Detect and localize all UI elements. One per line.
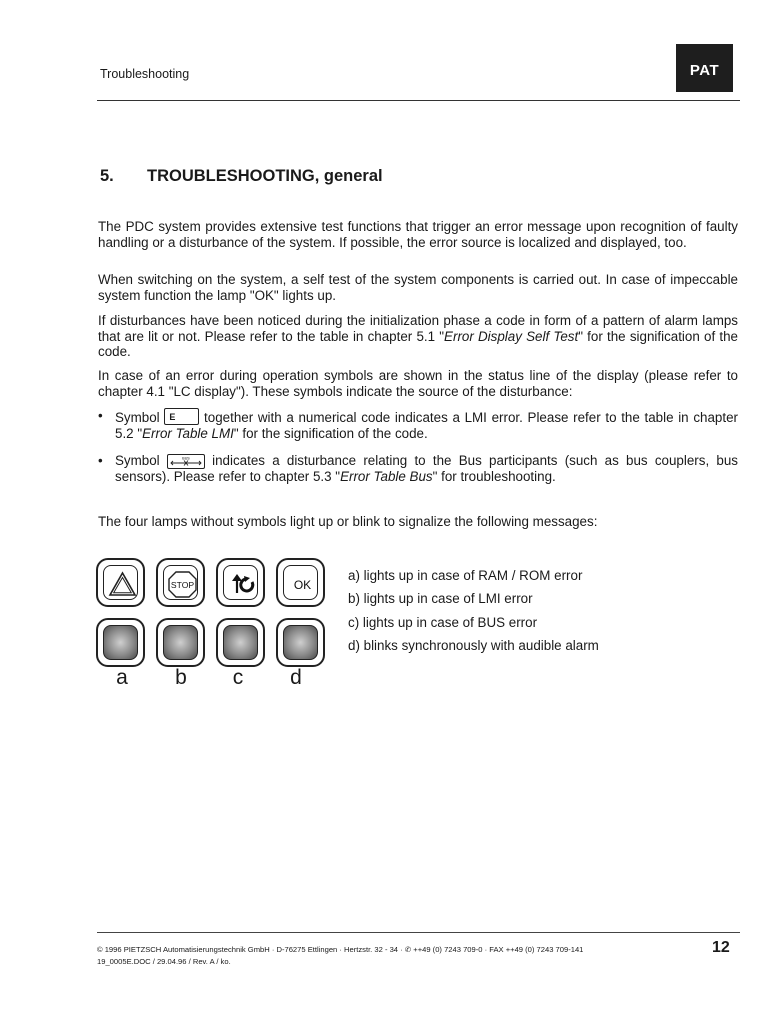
ok-lamp-icon bbox=[276, 558, 325, 607]
paragraph-intro: The PDC system provides extensive test functions that trigger an error message upon recognition of faulty handling or a disturbance of the system. If possible, the error source is localized and displayed, too. bbox=[98, 219, 738, 250]
header-divider bbox=[97, 100, 740, 101]
paragraph-operation-errors: In case of an error during operation symbols are shown in the status line of the display (please refer to chapter 4.1 "LC display"). These symbols indicate the source of the disturbance: bbox=[98, 368, 738, 399]
pat-logo bbox=[676, 44, 733, 92]
lamp-a-light bbox=[96, 618, 145, 667]
bullet-reference: Error Table Bus bbox=[340, 469, 433, 484]
p3-text-post: " for the signification of the code. bbox=[98, 328, 738, 360]
lamp-message-d: d) blinks synchronously with audible alarm bbox=[348, 637, 599, 653]
bullet-dot: • bbox=[98, 408, 103, 423]
bullet-dot: • bbox=[98, 453, 103, 468]
stop-lamp-icon bbox=[156, 558, 205, 607]
page-number: 12 bbox=[712, 939, 730, 956]
limit-arrow-lamp-icon bbox=[216, 558, 265, 607]
footer-copyright: © 1996 PIETZSCH Automatisierungstechnik GmbH · D-76275 Ettlingen · Hertzstr. 32 - 34 · ✆ ++49 (0) 7243 709-0 · FAX ++49 (0) 7243 709-141 bbox=[97, 945, 584, 954]
chapter-heading bbox=[100, 167, 383, 186]
lamp-message-b: b) lights up in case of LMI error bbox=[348, 591, 533, 607]
lamp-label-b: b bbox=[175, 666, 187, 689]
bullet-end: " for the signification of the code. bbox=[233, 425, 428, 441]
lamp-messages-list bbox=[348, 564, 599, 657]
lamp-c-light bbox=[216, 618, 265, 667]
lamp-message-a: a) lights up in case of RAM / ROM error bbox=[348, 568, 583, 583]
symbol-letter: E bbox=[169, 412, 176, 422]
bullet-text bbox=[115, 453, 738, 485]
bullet-reference: Error Table LMI bbox=[142, 425, 234, 441]
lamp-label-a: a bbox=[116, 666, 128, 689]
bullet-bus-error bbox=[98, 453, 738, 485]
warning-triangle-lamp-icon bbox=[96, 558, 145, 607]
p3-text-pre: If disturbances have been noticed during the initialization phase a code in form of a pattern of alarm lamps that are lit or not. Please refer to the table in chapter 5.1 " bbox=[98, 313, 738, 344]
lamp-label-c: c bbox=[232, 666, 244, 689]
lamp-b-light bbox=[156, 618, 205, 667]
bullet-pre: Symbol bbox=[115, 453, 160, 468]
bullet-post: together with a numerical code indicates a LMI error. Please refer to the table in chapter 5.2 " bbox=[115, 410, 738, 441]
bus-symbol-text: BUS bbox=[182, 456, 190, 461]
lamp-d-light bbox=[276, 618, 325, 667]
logo-text: PAT bbox=[689, 62, 720, 79]
chapter-title: TROUBLESHOOTING, general bbox=[147, 167, 383, 185]
chapter-number: 5. bbox=[100, 167, 114, 185]
p3-reference: Error Display Self Test bbox=[444, 328, 579, 344]
paragraph-lamps-intro: The four lamps without symbols light up or blink to signalize the following messages: bbox=[98, 514, 598, 529]
lamp-label-d: d bbox=[290, 666, 302, 689]
paragraph-self-test: When switching on the system, a self test of the system components is carried out. In case of impeccable system function the lamp "OK" lights up. bbox=[98, 272, 738, 303]
stop-lamp-text: STOP bbox=[170, 580, 195, 590]
header-section-title: Troubleshooting bbox=[100, 67, 190, 81]
footer-divider bbox=[97, 932, 740, 933]
lamp-message-c: c) lights up in case of BUS error bbox=[348, 614, 538, 630]
bullet-end: " for troubleshooting. bbox=[432, 469, 556, 484]
lmi-error-symbol-icon bbox=[164, 408, 199, 425]
bullet-text bbox=[115, 408, 738, 441]
bus-error-symbol-icon bbox=[167, 454, 205, 469]
bullet-pre: Symbol bbox=[115, 410, 160, 425]
paragraph-init-disturbance bbox=[98, 313, 738, 360]
bullet-post: indicates a disturbance relating to the Bus participants (such as bus couplers, bus sensors). Please refer to chapter 5.3 " bbox=[115, 453, 738, 484]
bullet-lmi-error bbox=[98, 408, 738, 441]
footer-document-ref: 19_0005E.DOC / 29.04.96 / Rev. A / ko. bbox=[97, 957, 231, 966]
ok-lamp-text: OK bbox=[293, 578, 312, 592]
